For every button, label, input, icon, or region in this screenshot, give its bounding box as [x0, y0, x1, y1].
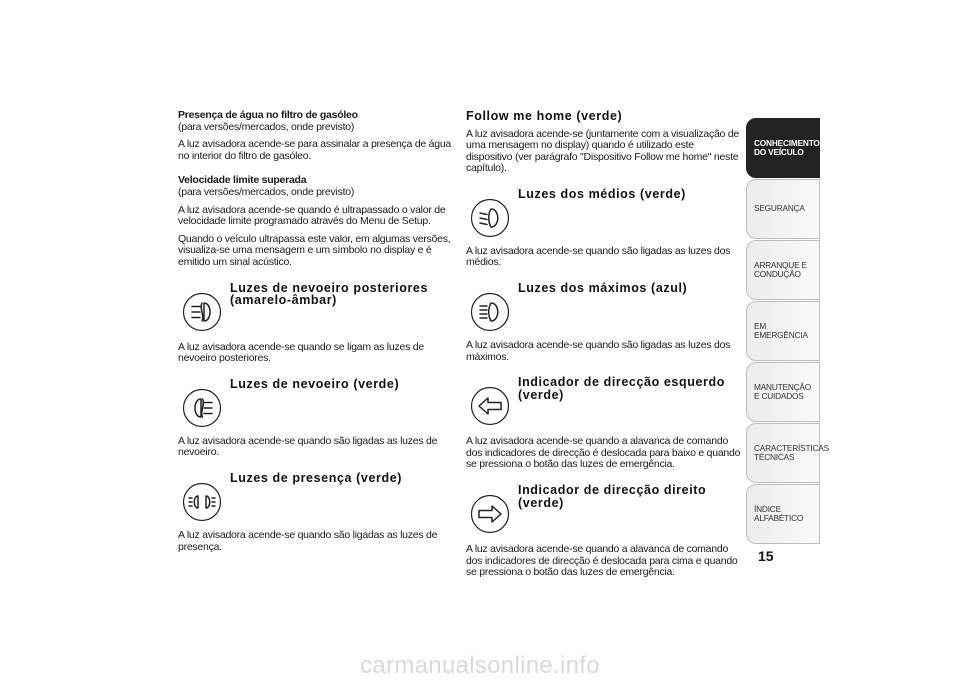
- tab-label: MANUTENÇÃO E CUIDADOS: [754, 381, 812, 401]
- front-fog-title: Luzes de nevoeiro (verde): [230, 376, 400, 391]
- tab-label: EM EMERGÊNCIA: [754, 320, 808, 340]
- right-indicator-body: A luz avisadora acende-se quando a alavanca de comando dos indicadores de direcção é deslocada para cima e quando se pressiona o botão das luzes de emergência.: [466, 543, 738, 579]
- tab-label: ARRANQUE E CONDUÇÃO: [754, 259, 807, 279]
- right-indicator-section: [466, 484, 741, 538]
- main-beam-body: A luz avisadora acende-se quando são ligadas as luzes dos máximos.: [466, 339, 731, 363]
- left-indicator-title: Indicador de direcção esquerdo (verde): [518, 375, 725, 402]
- water-filter-subtitle: (para versões/mercados, onde previsto): [178, 120, 355, 133]
- tab-arranque-e-conducao[interactable]: [746, 240, 820, 300]
- page-number: 15: [758, 548, 774, 564]
- rear-fog-title: Luzes de nevoeiro posteriores (amarelo-âmbar): [230, 280, 429, 308]
- right-arrow-icon: [470, 494, 510, 534]
- follow-me-home-title: Follow me home (verde): [466, 109, 623, 123]
- tab-manutencao-e-cuidados[interactable]: [746, 362, 820, 422]
- follow-me-home-body: A luz avisadora acende-se (juntamente com a visualização de uma mensagem no display) quando é utilizado este dispositivo (ver parágrafo "Dispositivo Follow me home" neste capítulo).: [466, 127, 739, 175]
- speed-limit-body: A luz avisadora acende-se quando é ultrapassado o valor de velocidade limite programado através do Menu de Setup.: [178, 203, 446, 228]
- tab-caracteristicas-tecnicas[interactable]: [746, 423, 829, 483]
- speed-limit-subtitle: (para versões/mercados, onde previsto): [178, 185, 355, 198]
- right-column: [466, 110, 741, 579]
- tab-label: SEGURANÇA: [754, 203, 805, 214]
- dipped-beam-body: A luz avisadora acende-se quando são ligadas as luzes dos médios.: [466, 244, 731, 269]
- water-filter-body: A luz avisadora acende-se para assinalar a presença de água no interior do filtro de gasóleo.: [178, 138, 452, 162]
- tab-label: CARACTERÍSTICAS TÉCNICAS: [754, 442, 829, 462]
- tab-em-emergencia[interactable]: [746, 301, 820, 361]
- speed-limit-title: Velocidade limite superada: [178, 174, 307, 187]
- rear-fog-body: A luz avisadora acende-se quando se ligam as luzes de nevoeiro posteriores.: [178, 340, 424, 365]
- watermark: carmanualsonline.info: [360, 652, 600, 679]
- tab-label: CONHECIMENTO DO VEÍCULO: [754, 137, 820, 157]
- dipped-beam-icon: [470, 198, 510, 238]
- position-light-title: Luzes de presença (verde): [230, 470, 403, 485]
- left-indicator-section: [466, 376, 741, 430]
- right-indicator-title: Indicador de direcção direito (verde): [518, 483, 707, 510]
- left-arrow-icon: [470, 386, 510, 426]
- front-fog-light-icon: [182, 388, 222, 428]
- front-fog-section: [178, 378, 453, 430]
- position-light-section: [178, 472, 453, 524]
- dipped-beam-section: [466, 188, 741, 240]
- speed-limit-body-2: Quando o veículo ultrapassa este valor, em algumas versões, visualiza-se uma mensagem e um símbolo no display e é emitido um sinal acústico.: [178, 232, 451, 268]
- water-filter-title: Presença de água no filtro de gasóleo: [178, 109, 358, 121]
- chapter-tabs: [746, 118, 829, 545]
- front-fog-body: A luz avisadora acende-se quando são ligadas as luzes de nevoeiro.: [178, 434, 438, 459]
- dipped-beam-title: Luzes dos médios (verde): [518, 186, 686, 201]
- tab-indice-alfabetico[interactable]: [746, 484, 820, 544]
- tab-seguranca[interactable]: [746, 179, 820, 239]
- rear-fog-light-icon: [182, 292, 222, 332]
- rear-fog-section: [178, 282, 453, 336]
- tab-conhecimento-do-veiculo[interactable]: [746, 118, 820, 178]
- position-light-body: A luz avisadora acende-se quando são ligadas as luzes de presença.: [178, 528, 438, 553]
- main-beam-section: [466, 282, 741, 334]
- left-indicator-body: A luz avisadora acende-se quando a alavanca de comando dos indicadores de direcção é deslocada para baixo e quando se pressiona o botão das luzes de emergência.: [466, 435, 741, 471]
- left-column: [178, 110, 453, 553]
- tab-label: ÍNDICE ALFABÉTICO: [754, 503, 804, 523]
- position-light-icon: [182, 482, 222, 522]
- main-beam-icon: [470, 292, 510, 332]
- main-beam-title: Luzes dos máximos (azul): [518, 281, 688, 296]
